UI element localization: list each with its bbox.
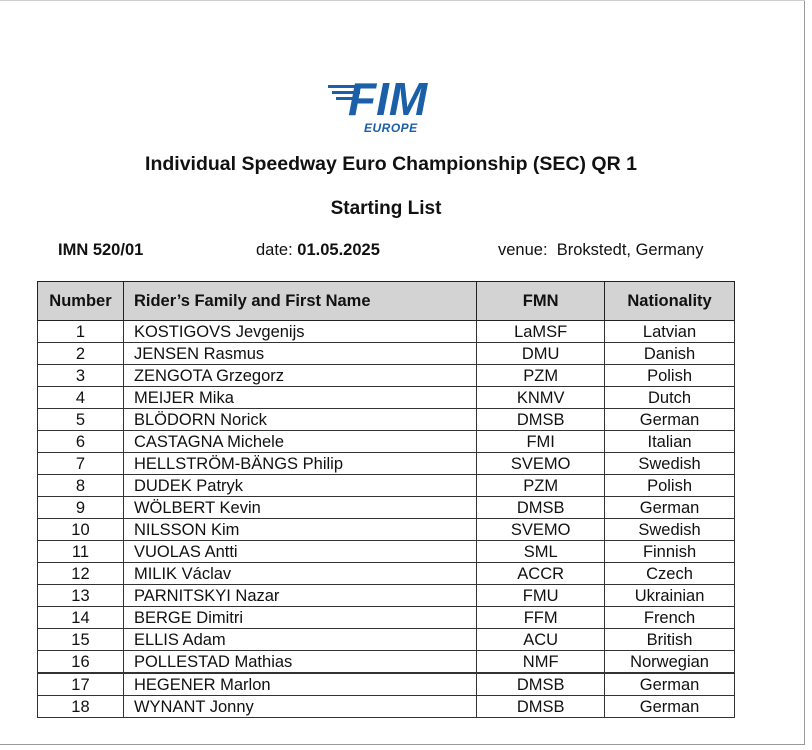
table-row [38,519,735,541]
table-row [38,585,735,607]
table-row [38,607,735,629]
venue-label: venue: [498,241,548,259]
cell-fmn: FFM [477,607,605,629]
cell-rider-name: MEIJER Mika [123,387,476,409]
cell-fmn: DMSB [477,673,605,696]
fim-logo-icon [326,70,446,122]
column-header-nationality: Nationality [605,282,735,321]
cell-nationality: Ukrainian [605,585,735,607]
cell-rider-name: HELLSTRÖM-BÄNGS Philip [123,453,476,475]
table-row [38,673,735,696]
cell-number: 15 [38,629,124,651]
cell-fmn: ACU [477,629,605,651]
table-row [38,365,735,387]
cell-number: 6 [38,431,124,453]
cell-nationality: Italian [605,431,735,453]
cell-number: 17 [38,673,124,696]
table-row [38,541,735,563]
event-venue [498,241,703,260]
cell-fmn: DMSB [477,497,605,519]
table-row [38,409,735,431]
cell-nationality: British [605,629,735,651]
cell-nationality: German [605,497,735,519]
venue-value: Brokstedt, Germany [556,241,704,259]
document-subtitle: Starting List [330,198,442,219]
cell-rider-name: POLLESTAD Mathias [123,651,476,674]
cell-nationality: Czech [605,563,735,585]
cell-nationality: Swedish [605,519,735,541]
cell-rider-name: NILSSON Kim [123,519,476,541]
cell-nationality: Swedish [605,453,735,475]
table-row [38,387,735,409]
date-value: 01.05.2025 [297,241,380,259]
cell-number: 16 [38,651,124,674]
cell-nationality: Polish [605,475,735,497]
cell-number: 5 [38,409,124,431]
cell-rider-name: CASTAGNA Michele [123,431,476,453]
cell-rider-name: KOSTIGOVS Jevgenijs [123,321,476,343]
cell-fmn: FMU [477,585,605,607]
cell-nationality: German [605,409,735,431]
cell-number: 11 [38,541,124,563]
table-row [38,475,735,497]
cell-nationality: Polish [605,365,735,387]
cell-fmn: DMSB [477,409,605,431]
table-header-row [38,282,735,321]
cell-nationality: German [605,696,735,718]
date-label: date: [256,241,293,259]
cell-fmn: PZM [477,475,605,497]
table-row [38,563,735,585]
column-header-number: Number [38,282,124,321]
document-title: Individual Speedway Euro Championship (SEC) QR 1 [145,153,637,175]
cell-rider-name: WYNANT Jonny [123,696,476,718]
cell-nationality: Danish [605,343,735,365]
cell-number: 13 [38,585,124,607]
cell-fmn: LaMSF [477,321,605,343]
cell-nationality: French [605,607,735,629]
event-date [256,241,380,260]
cell-number: 18 [38,696,124,718]
table-row [38,453,735,475]
cell-number: 14 [38,607,124,629]
imn-number: IMN 520/01 [58,241,144,259]
cell-rider-name: BERGE Dimitri [123,607,476,629]
cell-number: 4 [38,387,124,409]
cell-fmn: SML [477,541,605,563]
cell-rider-name: MILIK Václav [123,563,476,585]
cell-rider-name: WÖLBERT Kevin [123,497,476,519]
cell-fmn: SVEMO [477,519,605,541]
cell-number: 8 [38,475,124,497]
cell-number: 12 [38,563,124,585]
page-top-edge [0,0,805,1]
cell-rider-name: ZENGOTA Grzegorz [123,365,476,387]
cell-rider-name: JENSEN Rasmus [123,343,476,365]
cell-nationality: Latvian [605,321,735,343]
table-row [38,343,735,365]
cell-nationality: Dutch [605,387,735,409]
logo-text: FIM [348,73,428,122]
table-row [38,321,735,343]
cell-fmn: DMU [477,343,605,365]
cell-number: 2 [38,343,124,365]
column-header-fmn: FMN [477,282,605,321]
cell-number: 10 [38,519,124,541]
cell-fmn: NMF [477,651,605,674]
cell-rider-name: VUOLAS Antti [123,541,476,563]
cell-fmn: ACCR [477,563,605,585]
table-row [38,497,735,519]
cell-rider-name: PARNITSKYI Nazar [123,585,476,607]
cell-rider-name: BLÖDORN Norick [123,409,476,431]
cell-rider-name: ELLIS Adam [123,629,476,651]
table-row [38,651,735,674]
cell-nationality: Norwegian [605,651,735,674]
cell-fmn: FMI [477,431,605,453]
column-header-name: Rider’s Family and First Name [123,282,476,321]
table-row [38,431,735,453]
cell-nationality: German [605,673,735,696]
cell-rider-name: DUDEK Patryk [123,475,476,497]
table-row [38,696,735,718]
cell-number: 3 [38,365,124,387]
cell-number: 7 [38,453,124,475]
cell-fmn: SVEMO [477,453,605,475]
cell-fmn: KNMV [477,387,605,409]
starting-list-table [37,281,735,718]
table-row [38,629,735,651]
cell-fmn: DMSB [477,696,605,718]
cell-fmn: PZM [477,365,605,387]
cell-number: 9 [38,497,124,519]
cell-rider-name: HEGENER Marlon [123,673,476,696]
cell-number: 1 [38,321,124,343]
cell-nationality: Finnish [605,541,735,563]
logo-subtext: EUROPE [364,121,418,135]
